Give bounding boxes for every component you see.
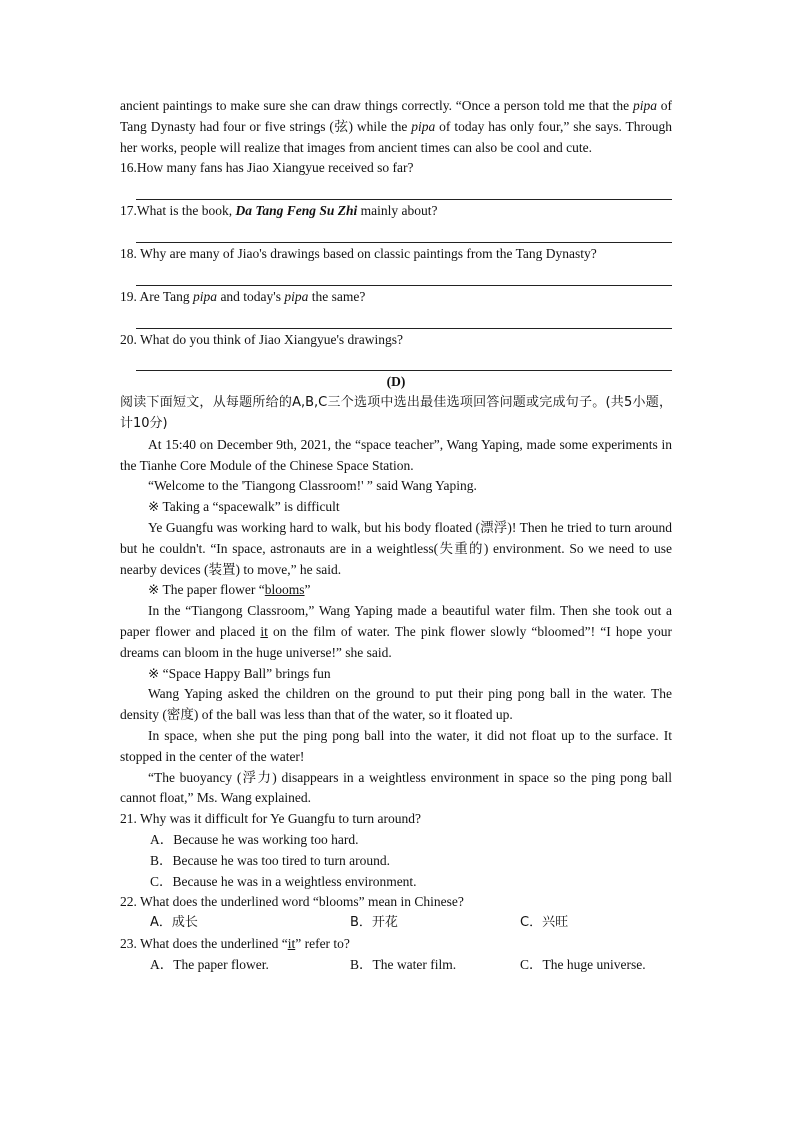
question-18: [120, 244, 672, 265]
option-c[interactable]: C．Because he was in a weightless environment.: [150, 873, 417, 889]
question-number: 20.: [120, 331, 137, 347]
pipa-word: pipa: [284, 288, 309, 304]
paragraph: In space, when she put the ping pong ball into the water, it did not float up to the surface. It stopped in the center of the water!: [120, 727, 672, 764]
question-19: [120, 287, 672, 308]
options-row: [150, 913, 672, 934]
pipa-word: pipa: [193, 288, 218, 304]
passage-text: of Tang Dynasty had four or five strings (弦) while the: [120, 98, 672, 134]
paragraph-text: In the “Tiangong Classroom,” Wang Yaping made a beautiful water film. Then she took out a paper flower and placed: [120, 603, 672, 639]
option-b[interactable]: B．The water film.: [350, 956, 457, 972]
passage-c-ending: [120, 96, 672, 158]
question-text: the same?: [308, 288, 366, 304]
underlined-blooms: blooms: [264, 582, 305, 598]
paragraph-text: on the film of water. The pink flower slowly “bloomed”! “I hope your dreams can bloom in the huge universe!” she said.: [120, 623, 672, 660]
question-number: 17.: [120, 203, 137, 219]
subheading: ※ “Space Happy Ball” brings fun: [148, 665, 331, 681]
answer-line-16[interactable]: [136, 179, 672, 200]
question-text: What is the book,: [136, 203, 236, 219]
option-a[interactable]: A．成长: [150, 915, 198, 931]
subheading: ※ Taking a “spacewalk” is difficult: [148, 499, 340, 515]
answer-line-20[interactable]: [136, 350, 672, 371]
option-a[interactable]: A．Because he was working too hard.: [150, 831, 359, 847]
question-number: 16.: [120, 160, 137, 176]
question-22: [120, 892, 672, 913]
question-number: 22.: [120, 894, 137, 910]
underlined-it: it: [287, 935, 296, 951]
answer-line-19[interactable]: [136, 308, 672, 329]
paragraph: At 15:40 on December 9th, 2021, the “space teacher”, Wang Yaping, made some experiments in the Tianhe Core Module of the Chinese Space Station.: [120, 436, 672, 473]
option-a[interactable]: A．The paper flower.: [150, 956, 269, 972]
paragraph: Wang Yaping asked the children on the ground to put their ping pong ball in the water. The density (密度) of the ball was less than that of the water, so it floated up.: [120, 686, 672, 723]
section-d-instruction: 阅读下面短文，从每题所给的A,B,C三个选项中选出最佳选项回答问题或完成句子。(共5小题，计10分): [120, 395, 672, 431]
question-text: What does the underlined word “blooms” mean in Chinese?: [136, 894, 464, 910]
subheading: [120, 580, 672, 601]
answer-line-18[interactable]: [136, 265, 672, 286]
question-17: [120, 201, 672, 222]
passage-text: of today has only four,” she says. Through her works, people will realize that images from ancient times can also be cool and cute.: [120, 118, 672, 155]
passage-text: ancient paintings to make sure she can draw things correctly. “Once a person told me that the: [120, 98, 633, 113]
book-title: Da Tang Feng Su Zhi: [235, 203, 358, 219]
question-number: 23.: [120, 935, 137, 951]
option-c[interactable]: C．The huge universe.: [520, 956, 646, 972]
answer-line-17[interactable]: [136, 222, 672, 243]
question-number: 18.: [120, 245, 137, 261]
question-text: ” refer to?: [295, 935, 350, 951]
document-page: [120, 96, 672, 975]
option-b[interactable]: B．开花: [350, 915, 398, 931]
paragraph: [120, 601, 672, 663]
question-16: [120, 158, 672, 179]
pipa-word: pipa: [632, 98, 657, 113]
subheading-text: ”: [304, 582, 311, 598]
underlined-it: it: [260, 623, 268, 639]
question-text: Why are many of Jiao's drawings based on classic paintings from the Tang Dynasty?: [136, 245, 597, 261]
paragraph: Ye Guangfu was working hard to walk, but his body floated (漂浮)! Then he tried to turn around but he couldn't. “In space, astronauts are in a weightless(失重的) environment. So we need to use nearby devices (装置) to move,” he said.: [120, 519, 672, 577]
question-text: Why was it difficult for Ye Guangfu to turn around?: [136, 811, 421, 827]
question-21: [120, 809, 672, 830]
question-text: mainly about?: [357, 203, 438, 219]
question-text: and today's: [217, 288, 285, 304]
subheading-text: ※ The paper flower “: [148, 582, 265, 598]
question-text: What does the underlined “: [136, 935, 288, 951]
pipa-word: pipa: [411, 118, 436, 134]
paragraph: “Welcome to the 'Tiangong Classroom!' ” said Wang Yaping.: [148, 478, 477, 494]
question-23: [120, 934, 672, 955]
question-number: 19.: [120, 288, 137, 304]
section-d-label: (D): [386, 374, 406, 390]
option-c[interactable]: C．兴旺: [520, 915, 569, 931]
option-b[interactable]: B．Because he was too tired to turn around.: [150, 852, 390, 868]
question-20: [120, 330, 672, 351]
question-text: What do you think of Jiao Xiangyue's drawings?: [136, 331, 404, 347]
question-number: 21.: [120, 811, 137, 827]
paragraph: “The buoyancy (浮力) disappears in a weightless environment in space so the ping pong ball cannot float,” Ms. Wang explained.: [120, 769, 672, 806]
question-text: How many fans has Jiao Xiangyue received so far?: [136, 160, 414, 176]
options-row: [150, 955, 672, 976]
question-text: Are Tang: [136, 288, 194, 304]
